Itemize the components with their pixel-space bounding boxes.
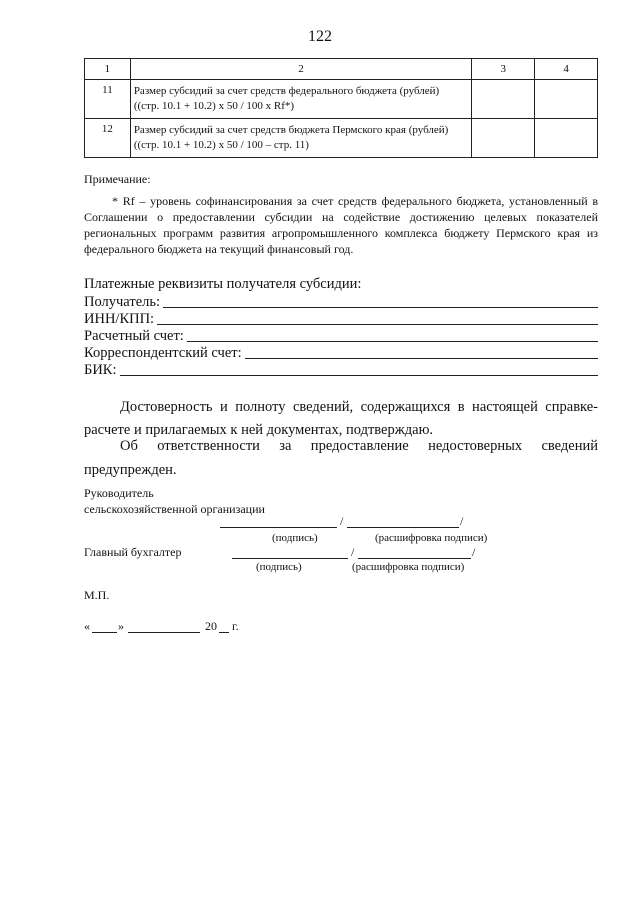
date-day-blank[interactable] [92, 632, 117, 633]
accountant-signature-line[interactable] [232, 558, 348, 559]
inn-kpp-blank[interactable] [157, 312, 598, 325]
recipient-blank[interactable] [163, 295, 598, 308]
head-title-line1: Руководитель [84, 486, 154, 500]
row-text-line: Размер субсидий за счет средств бюджета Пермского края (рублей) [133, 124, 449, 136]
table-header-cell: 3 [472, 59, 535, 80]
signature-caption: (подпись) [256, 561, 302, 573]
signature-caption: (подпись) [272, 532, 318, 544]
bik-field[interactable] [84, 362, 598, 379]
note-text: * Rf – уровень софинансирования за счет средств федерального бюджета, установленный в Соглашении о предоставлении субсидии на содействие достижению целевых показателей региональных программ развития агропромышленного комплекса бюджету Пермского края из федерального бюджета на текущий финансовый год. [84, 194, 598, 256]
slash: / [460, 514, 464, 528]
bik-blank[interactable] [120, 363, 599, 376]
subsidy-table [84, 58, 598, 158]
row-number: 11 [85, 80, 131, 119]
row-value-cell [472, 80, 535, 119]
row-description [130, 119, 471, 158]
table-row [85, 80, 598, 119]
head-signature-line[interactable] [220, 527, 337, 528]
corr-account-blank[interactable] [245, 346, 598, 359]
head-decoding-line[interactable] [347, 527, 459, 528]
account-blank[interactable] [187, 329, 598, 342]
row-number: 12 [85, 119, 131, 158]
stamp-place: М.П. [84, 588, 110, 602]
recipient-label: Получатель: [84, 294, 161, 310]
table-header-cell: 1 [85, 59, 131, 80]
date-month-blank[interactable] [128, 632, 200, 633]
inn-kpp-label: ИНН/КПП: [84, 311, 155, 327]
corr-account-label: Корреспондентский счет: [84, 345, 242, 361]
note-label: Примечание: [84, 172, 151, 186]
recipient-field[interactable] [84, 294, 598, 311]
date-year-prefix: 20 [205, 619, 217, 633]
head-title-line2: сельскохозяйственной организации [84, 502, 265, 516]
table-row [85, 119, 598, 158]
table-header-row [85, 59, 598, 80]
decoding-caption: (расшифровка подписи) [375, 532, 488, 544]
confirmation-paragraph: Достоверность и полноту сведений, содержащихся в настоящей справке-расчете и прилагаемых к ней документах, подтверждаю. [84, 399, 598, 438]
table-header-cell: 4 [535, 59, 598, 80]
row-value-cell [535, 80, 598, 119]
row-text-line: Размер субсидий за счет средств федерального бюджета (рублей) [133, 85, 440, 97]
table-header-cell: 2 [130, 59, 471, 80]
page-number: 122 [308, 28, 332, 45]
date-open-quote: « [84, 619, 90, 633]
date-year-blank[interactable] [219, 632, 229, 633]
corr-account-field[interactable] [84, 345, 598, 362]
slash: / [340, 514, 344, 528]
decoding-caption: (расшифровка подписи) [352, 561, 465, 573]
row-value-cell [535, 119, 598, 158]
row-value-cell [472, 119, 535, 158]
responsibility-paragraph: Об ответственности за предоставление недостоверных сведений предупрежден. [84, 438, 598, 478]
date-year-suffix: г. [232, 619, 239, 633]
accountant-decoding-line[interactable] [358, 558, 471, 559]
date-close-quote: » [118, 619, 124, 633]
payment-details-title: Платежные реквизиты получателя субсидии: [84, 276, 362, 292]
bik-label: БИК: [84, 362, 117, 378]
row-description [130, 80, 471, 119]
inn-kpp-field[interactable] [84, 311, 598, 328]
chief-accountant-label: Главный бухгалтер [84, 545, 182, 559]
row-formula-line: ((стр. 10.1 + 10.2) x 50 / 100 – стр. 11) [133, 139, 309, 151]
row-formula-line: ((стр. 10.1 + 10.2) x 50 / 100 x Rf*) [133, 100, 295, 112]
account-label: Расчетный счет: [84, 328, 184, 344]
slash: / [351, 545, 355, 559]
account-field[interactable] [84, 328, 598, 345]
slash: / [472, 545, 476, 559]
